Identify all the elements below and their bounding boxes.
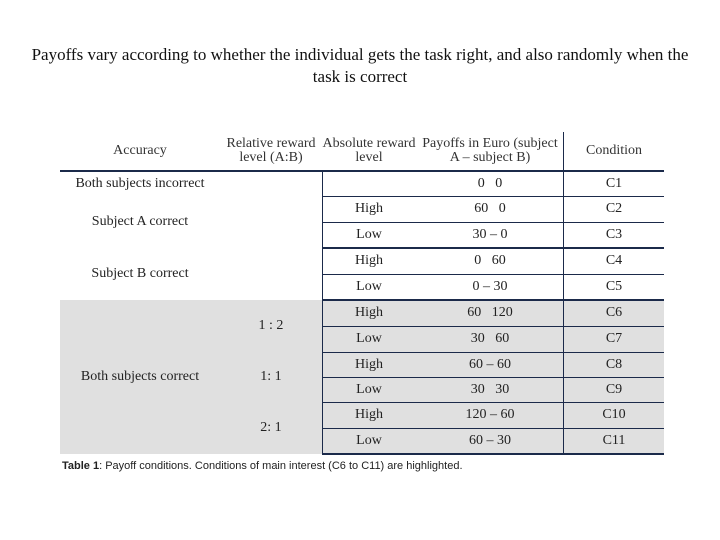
absolute-cell: High <box>355 407 383 422</box>
ratio-1-2: 1 : 2 <box>258 318 284 333</box>
ratio-1-1: 1: 1 <box>260 369 282 384</box>
condition-cell: C2 <box>605 201 623 216</box>
row-rule <box>322 428 664 429</box>
absolute-cell <box>322 172 416 196</box>
table-caption <box>62 460 463 472</box>
group-both-incorrect: Both subjects incorrect <box>75 176 205 191</box>
row-rule <box>322 352 664 353</box>
group-both-correct: Both subjects correct <box>80 369 200 384</box>
absolute-cell: Low <box>356 433 382 448</box>
group-subject-a-correct: Subject A correct <box>91 214 189 229</box>
absolute-cell: High <box>355 253 383 268</box>
header-condition: Condition <box>585 143 642 158</box>
condition-cell: C1 <box>605 176 623 191</box>
condition-cell: C11 <box>602 433 626 448</box>
condition-cell: C9 <box>605 381 623 397</box>
bottom-rule <box>322 453 664 455</box>
payoff-cell: 30 – 0 <box>472 227 508 242</box>
absolute-cell: Low <box>356 331 382 346</box>
column-rule <box>322 170 323 454</box>
condition-cell: C10 <box>602 407 626 422</box>
payoff-cell: 0 – 30 <box>472 279 508 294</box>
header-payoffs: Payoffs in Euro (subject A – subject B) <box>422 136 558 165</box>
payoff-cell: 0 0 <box>477 176 503 191</box>
row-rule <box>322 247 664 249</box>
header-accuracy: Accuracy <box>113 143 167 158</box>
payoff-cell: 60 120 <box>467 305 513 320</box>
row-rule <box>322 274 664 275</box>
group-subject-b-correct: Subject B correct <box>91 266 189 281</box>
payoff-table <box>60 132 664 454</box>
caption-text: : Payoff conditions. Conditions of main interest (C6 to C11) are highlighted. <box>99 460 463 472</box>
absolute-cell: Low <box>356 279 382 294</box>
slide-title: Payoffs vary according to whether the individual gets the task right, and also randomly when the task is correct <box>31 45 689 86</box>
condition-cell: C7 <box>605 331 623 346</box>
payoff-cell: 30 30 <box>470 381 510 397</box>
payoff-cell: 0 60 <box>474 253 506 268</box>
row-rule <box>322 402 664 403</box>
payoff-cell: 30 60 <box>470 331 510 346</box>
absolute-cell: High <box>355 305 383 320</box>
condition-cell: C3 <box>605 227 623 242</box>
absolute-cell: Low <box>356 381 382 397</box>
condition-cell: C5 <box>605 279 623 294</box>
absolute-cell: High <box>355 356 383 372</box>
payoff-cell: 60 0 <box>474 201 506 216</box>
condition-cell: C8 <box>605 356 623 372</box>
row-rule <box>564 196 664 197</box>
header-absolute-reward: Absolute reward level <box>322 136 416 165</box>
row-rule <box>322 196 564 197</box>
payoff-cell: 60 – 60 <box>469 356 511 372</box>
absolute-cell: Low <box>356 227 382 242</box>
row-rule <box>322 377 664 378</box>
caption-label: Table 1 <box>62 460 100 472</box>
row-rule <box>322 222 664 223</box>
payoff-cell: 60 – 30 <box>469 433 511 448</box>
absolute-cell: High <box>355 201 383 216</box>
row-rule <box>322 299 664 301</box>
ratio-2-1: 2: 1 <box>260 420 282 435</box>
header-rule <box>60 170 664 172</box>
header-relative-reward: Relative reward level (A:B) <box>226 136 316 165</box>
condition-cell: C6 <box>605 305 623 320</box>
row-rule <box>322 326 664 327</box>
column-rule <box>563 132 564 454</box>
condition-cell: C4 <box>605 253 623 268</box>
payoff-cell: 120 – 60 <box>465 407 515 422</box>
